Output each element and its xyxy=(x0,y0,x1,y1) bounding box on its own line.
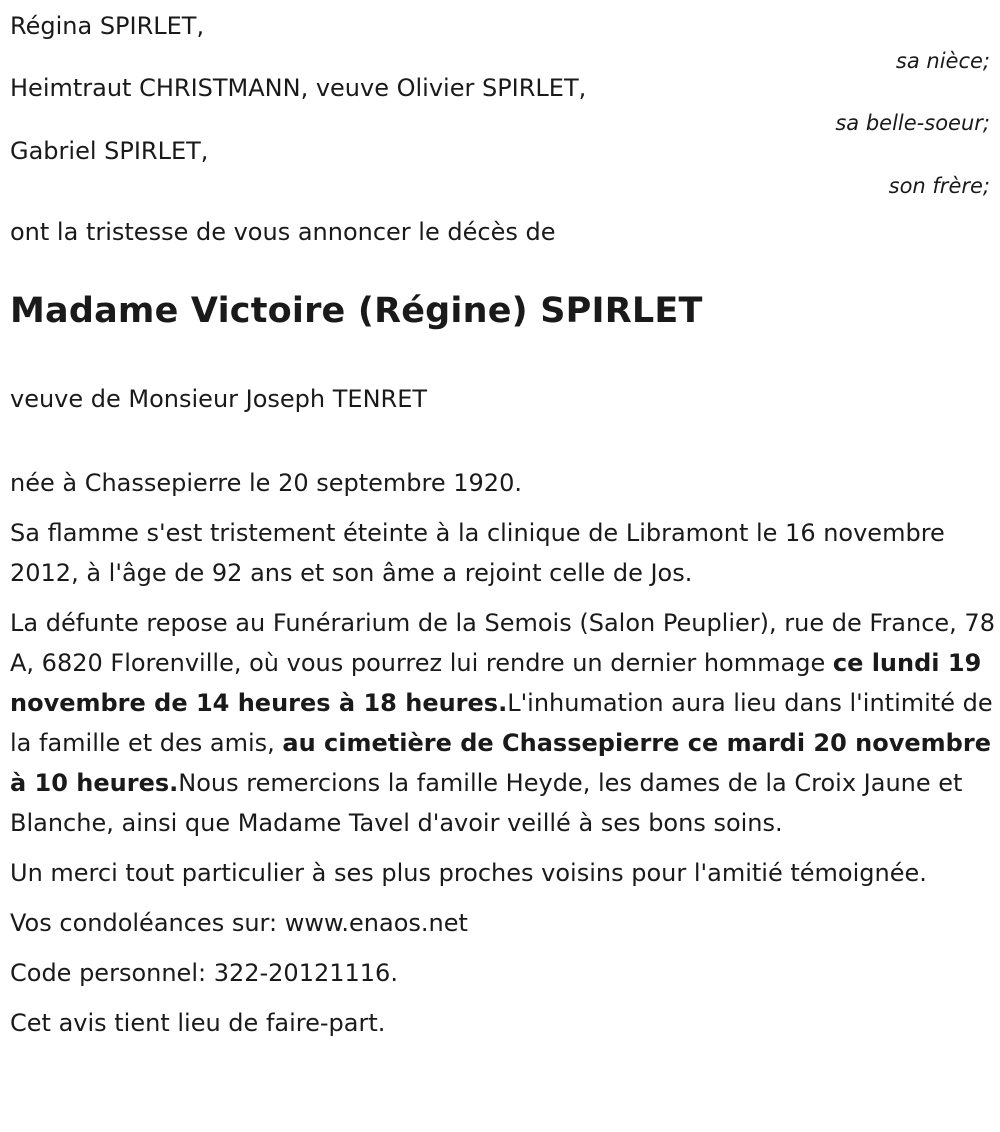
funeral-paragraph xyxy=(10,603,995,843)
visitation-time: ce lundi 19 novembre de 14 heures à 18 heures. xyxy=(10,649,982,717)
signer-name: Gabriel SPIRLET, xyxy=(10,137,209,165)
personal-code-line: Code personnel: 322-20121116. xyxy=(10,959,398,987)
birth-paragraph: née à Chassepierre le 20 septembre 1920. xyxy=(10,469,522,497)
signer-relation: sa nièce; xyxy=(895,49,990,73)
announcement-intro: ont la tristesse de vous annoncer le décès de xyxy=(10,218,556,246)
signer-entry xyxy=(10,12,990,74)
thanks-paragraph: Un merci tout particulier à ses plus proches voisins pour l'amitié témoignée. xyxy=(10,859,927,887)
signer-relation: sa belle-soeur; xyxy=(835,111,990,135)
death-paragraph: Sa flamme s'est tristement éteinte à la clinique de Libramont le 16 novembre 2012, à l'âge de 92 ans et son âme a rejoint celle de Jos. xyxy=(10,519,945,587)
signer-relation: son frère; xyxy=(888,174,990,198)
widow-of-line: veuve de Monsieur Joseph TENRET xyxy=(10,385,428,413)
signer-name: Heimtraut CHRISTMANN, veuve Olivier SPIRLET, xyxy=(10,74,587,102)
signer-entry xyxy=(10,74,990,136)
funeral-text: L'inhumation aura lieu dans l'intimité de la famille et des amis, xyxy=(10,689,993,757)
closing-line: Cet avis tient lieu de faire-part. xyxy=(10,1009,386,1037)
condolences-line: Vos condoléances sur: www.enaos.net xyxy=(10,909,468,937)
deceased-name: Madame Victoire (Régine) SPIRLET xyxy=(10,291,703,331)
signer-entry xyxy=(10,137,990,199)
signer-name: Régina SPIRLET, xyxy=(10,12,205,40)
notice-body xyxy=(10,463,995,1053)
funeral-text: La défunte repose au Funérarium de la Semois (Salon Peuplier), rue de France, 78 A, 6820 Florenville, où vous pourrez lui rendre un dernier hommage xyxy=(10,609,995,677)
funeral-text: Nous remercions la famille Heyde, les dames de la Croix Jaune et Blanche, ainsi que Madame Tavel d'avoir veillé à ses bons soins. xyxy=(10,769,963,837)
burial-time: au cimetière de Chassepierre ce mardi 20 novembre à 10 heures. xyxy=(10,729,991,797)
